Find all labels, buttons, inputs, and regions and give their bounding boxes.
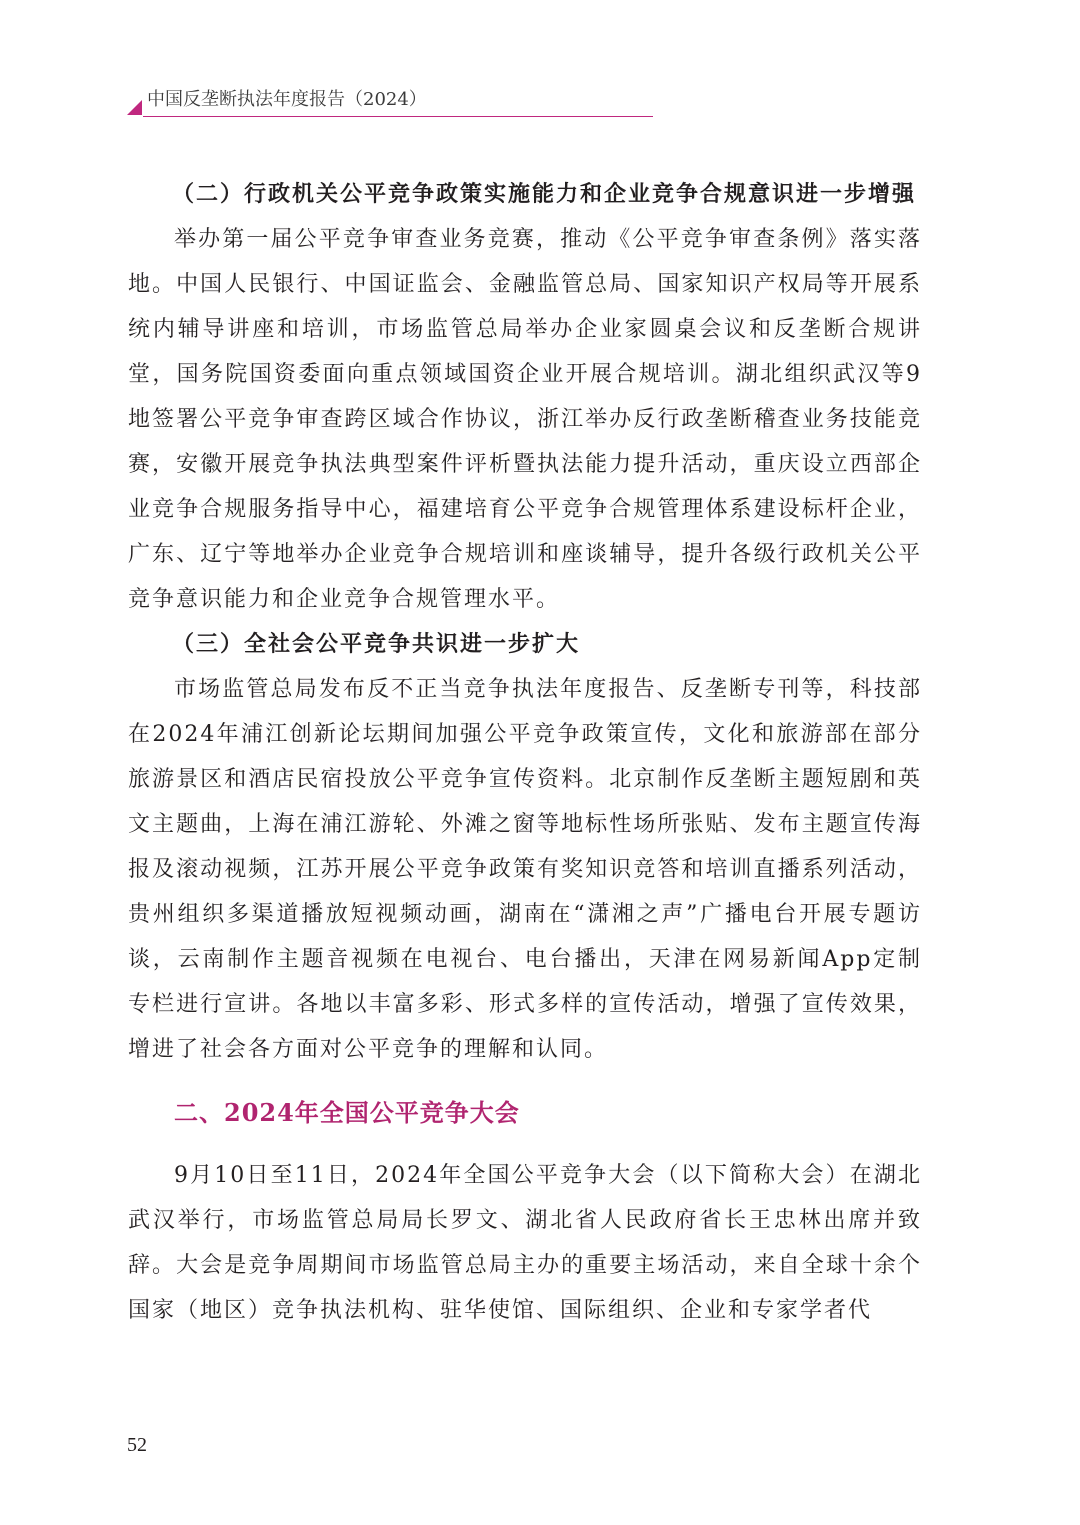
header-triangle-icon [127, 100, 142, 115]
subsection-heading-3: （三）全社会公平竞争共识进一步扩大 [172, 632, 581, 657]
section-heading: 二、2024年全国公平竞争大会 [174, 1098, 520, 1127]
paragraph-2: 市场监管总局发布反不正当竞争执法年度报告、反垄断专刊等，科技部在2024年浦江创新论坛期间加强公平竞争政策宣传，文化和旅游部在部分旅游景区和酒店民宿投放公平竞争宣传资料。北京制作反垄断主题短剧和英文主题曲，上海在浦江游轮、外滩之窗等地标性场所张贴、发布主题宣传海报及滚动视频，江苏开展公平竞争政策有奖知识竞答和培训直播系列活动，贵州组织多渠道播放短视频动画，湖南在“潇湘之声”广播电台开展专题访谈，云南制作主题音视频在电视台、电台播出，天津在网易新闻App定制专栏进行宣讲。各地以丰富多彩、形式多样的宣传活动，增强了宣传效果，增进了社会各方面对公平竞争的理解和认同。 [128, 677, 922, 1062]
header-rule [143, 116, 653, 117]
subsection-heading-2: （二）行政机关公平竞争政策实施能力和企业竞争合规意识进一步增强 [172, 182, 917, 207]
running-header-title: 中国反垄断执法年度报告（2024） [147, 89, 427, 110]
paragraph-3: 9月10日至11日，2024年全国公平竞争大会（以下简称大会）在湖北武汉举行，市场监管总局局长罗文、湖北省人民政府省长王忠林出席并致辞。大会是竞争周期间市场监管总局主办的重要主场活动，来自全球十余个国家（地区）竞争执法机构、驻华使馆、国际组织、企业和专家学者代 [128, 1163, 922, 1323]
running-header [127, 86, 653, 118]
page-number: 52 [127, 1434, 147, 1456]
page-body [128, 172, 922, 1333]
paragraph-1: 举办第一届公平竞争审查业务竞赛，推动《公平竞争审查条例》落实落地。中国人民银行、中国证监会、金融监管总局、国家知识产权局等开展系统内辅导讲座和培训，市场监管总局举办企业家圆桌会议和反垄断合规讲堂，国务院国资委面向重点领域国资企业开展合规培训。湖北组织武汉等9地签署公平竞争审查跨区域合作协议，浙江举办反行政垄断稽查业务技能竞赛，安徽开展竞争执法典型案件评析暨执法能力提升活动，重庆设立西部企业竞争合规服务指导中心，福建培育公平竞争合规管理体系建设标杆企业，广东、辽宁等地举办企业竞争合规培训和座谈辅导，提升各级行政机关公平竞争意识能力和企业竞争合规管理水平。 [128, 227, 922, 612]
